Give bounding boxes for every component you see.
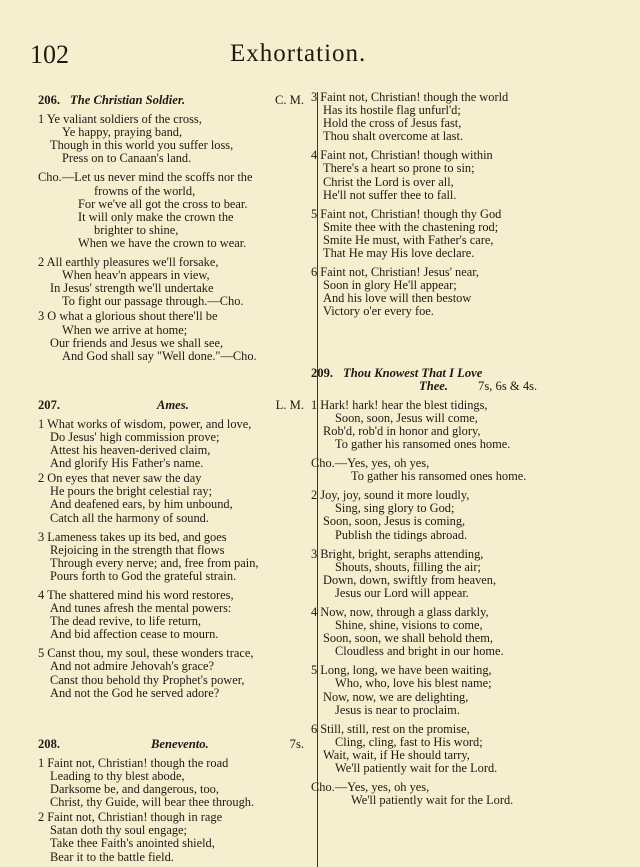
verse-line: 4 The shattered mind his word restores,: [38, 588, 234, 602]
verse-line: Cling, cling, fast to His word;: [335, 734, 483, 749]
stanza: [38, 757, 304, 809]
stanza: [311, 723, 581, 775]
verse-line: Though in this world you suffer loss,: [50, 138, 234, 153]
verse-line: Ye happy, praying band,: [62, 125, 183, 140]
verse-line: He pours the bright celestial ray;: [50, 484, 213, 499]
right-column: [311, 91, 581, 807]
hymn-207: [38, 399, 304, 700]
stanza: [311, 606, 581, 658]
verse-line: Through every nerve; and, free from pain,: [50, 555, 259, 570]
hymn-208: [38, 738, 304, 864]
verse-line: 1 Ye valiant soldiers of the cross,: [38, 112, 202, 127]
verse-line: And bid affection cease to mourn.: [50, 627, 219, 642]
verse-line: Attest his heaven-derived claim,: [50, 443, 211, 458]
verse-line: To gather his ransomed ones home.: [335, 436, 511, 451]
chorus-line: Cho.—Let us never mind the scoffs nor the: [38, 170, 253, 185]
hymn-header-line-2: [311, 380, 581, 393]
stanza: [38, 589, 304, 641]
stanza: [311, 91, 581, 143]
verse-line: Smite thee with the chastening rod;: [323, 219, 499, 234]
verse-line: Soon, soon, Jesus is coming,: [323, 514, 466, 529]
chorus-line: brighter to shine,: [94, 222, 179, 237]
verse-line: Soon in glory He'll appear;: [323, 278, 457, 293]
verse-line: Darksome be, and dangerous, too,: [50, 782, 219, 797]
verse-line: That He may His love declare.: [323, 246, 475, 261]
chorus-line: Cho.—Yes, yes, oh yes,: [311, 780, 430, 795]
verse-line: Down, down, swiftly from heaven,: [323, 572, 497, 587]
verse-line: Has its hostile flag unfurl'd;: [323, 103, 461, 118]
verse-line: Wait, wait, if He should tarry,: [323, 747, 470, 762]
verse-line: And his love will then bestow: [323, 291, 472, 306]
stanza: [38, 418, 304, 470]
verse-line: When heav'n appears in view,: [62, 268, 210, 283]
hymn-209: [311, 367, 581, 808]
verse-line: 3 O what a glorious shout there'll be: [38, 309, 218, 324]
verse-line: Rejoicing in the strength that flows: [50, 542, 225, 557]
stanza: [311, 489, 581, 541]
hymn-header: [38, 738, 304, 751]
hymn-title-continued: Thee.: [419, 378, 449, 393]
verse-line: Cloudless and bright in our home.: [335, 644, 504, 659]
chorus: [311, 781, 581, 807]
verse-line: And glorify His Father's name.: [50, 456, 204, 471]
chorus-line: It will only make the crown the: [78, 209, 234, 224]
verse-line: 3 Bright, bright, seraphs attending,: [311, 546, 484, 561]
verse-line: The dead revive, to life return,: [50, 614, 202, 629]
stanza: [311, 548, 581, 600]
hymn-number: 208.: [38, 736, 61, 751]
verse-line: In Jesus' strength we'll undertake: [50, 281, 214, 296]
verse-line: Victory o'er every foe.: [323, 304, 434, 319]
verse-line: 5 Canst thou, my soul, these wonders trace,: [38, 646, 254, 661]
stanza: [38, 531, 304, 583]
chorus-line: We'll patiently wait for the Lord.: [351, 793, 514, 808]
verse-line: Satan doth thy soul engage;: [50, 823, 187, 838]
verse-line: And God shall say "Well done."—Cho.: [62, 348, 257, 363]
verse-line: When we arrive at home;: [62, 322, 188, 337]
verse-line: Sing, sing glory to God;: [335, 501, 455, 516]
hymn-title: Benevento.: [150, 736, 209, 751]
stanza: [311, 266, 581, 318]
hymn-header: [38, 94, 304, 107]
hymn-number: 207.: [38, 397, 61, 412]
verse-line: 1 Faint not, Christian! though the road: [38, 755, 229, 770]
hymn-title: Ames.: [156, 397, 189, 412]
hymn-number: 206.: [38, 93, 61, 107]
verse-line: 6 Faint not, Christian! Jesus' near,: [311, 265, 479, 280]
verse-line: Jesus is near to proclaim.: [335, 702, 460, 717]
verse-line: Jesus our Lord will appear.: [335, 585, 469, 600]
verse-line: And not the God he served adore?: [50, 685, 220, 700]
verse-line: To fight our passage through.—Cho.: [62, 294, 244, 309]
verse-line: Our friends and Jesus we shall see,: [50, 335, 224, 350]
verse-line: Shine, shine, visions to come,: [335, 618, 483, 633]
hymn-title: Thou Knowest That I Love: [343, 365, 483, 380]
verse-line: 4 Faint not, Christian! though within: [311, 148, 493, 163]
chorus: [311, 457, 581, 483]
hymn-number: 209.: [311, 365, 334, 380]
verse-line: We'll patiently wait for the Lord.: [335, 761, 498, 776]
verse-line: Thou shalt overcome at last.: [323, 129, 464, 144]
verse-line: Rob'd, rob'd in honor and glory,: [323, 423, 481, 438]
verse-line: Do Jesus' high commission prove;: [50, 429, 220, 444]
verse-line: He'll not suffer thee to fall.: [323, 187, 457, 202]
verse-line: 2 On eyes that never saw the day: [38, 471, 202, 486]
verse-line: Now, now, we are delighting,: [323, 689, 469, 704]
stanza: [38, 310, 304, 362]
verse-line: 3 Faint not, Christian! though the world: [311, 90, 509, 104]
stanza: [311, 664, 581, 716]
hymn-meter: L. M.: [275, 397, 304, 412]
verse-line: Bear it to the battle field.: [50, 849, 174, 864]
hymn-208-continued: [311, 91, 581, 319]
verse-line: 1 Hark! hark! hear the blest tidings,: [311, 397, 488, 412]
verse-line: Leading to thy blest abode,: [50, 768, 185, 783]
hymn-meter: C. M.: [274, 93, 304, 107]
verse-line: Christ, thy Guide, will bear thee through.: [50, 795, 255, 810]
verse-line: 3 Lameness takes up its bed, and goes: [38, 529, 227, 544]
verse-line: Press on to Canaan's land.: [62, 151, 192, 166]
chorus-line: frowns of the world,: [94, 183, 196, 198]
stanza: [38, 472, 304, 524]
chorus-line: Cho.—Yes, yes, oh yes,: [311, 456, 430, 471]
stanza: [311, 399, 581, 451]
verse-line: And deafened ears, by him unbound,: [50, 497, 233, 512]
hymn-header: [38, 399, 304, 412]
verse-line: 2 All earthly pleasures we'll forsake,: [38, 255, 219, 270]
verse-line: 1 What works of wisdom, power, and love,: [38, 416, 252, 431]
verse-line: Canst thou behold thy Prophet's power,: [50, 672, 245, 687]
left-column: [38, 94, 304, 864]
verse-line: 2 Faint not, Christian! though in rage: [38, 810, 223, 825]
hymn-header: [311, 367, 581, 380]
stanza: [38, 113, 304, 165]
stanza: [311, 149, 581, 201]
verse-line: And tunes afresh the mental powers:: [50, 601, 232, 616]
page-header: [30, 40, 595, 74]
stanza: [38, 647, 304, 699]
chorus: [38, 171, 304, 250]
stanza: [38, 811, 304, 863]
verse-line: Who, who, love his blest name;: [335, 676, 492, 691]
verse-line: Christ the Lord is over all,: [323, 174, 454, 189]
verse-line: Soon, soon, Jesus will come,: [335, 410, 478, 425]
verse-line: Soon, soon, we shall behold them,: [323, 631, 494, 646]
page-heading: Exhortation.: [230, 40, 367, 67]
hymn-meter: 7s.: [289, 736, 304, 751]
verse-line: 5 Faint not, Christian! though thy God: [311, 206, 502, 221]
verse-line: Smite He must, with Father's care,: [323, 232, 494, 247]
verse-line: Publish the tidings abroad.: [335, 527, 468, 542]
verse-line: 2 Joy, joy, sound it more loudly,: [311, 488, 470, 503]
verse-line: Catch all the harmony of sound.: [50, 510, 209, 525]
verse-line: Hold the cross of Jesus fast,: [323, 116, 462, 131]
verse-line: 4 Now, now, through a glass darkly,: [311, 605, 489, 619]
chorus-line: When we have the crown to wear.: [78, 235, 247, 250]
verse-line: 5 Long, long, we have been waiting,: [311, 663, 492, 678]
hymn-206: [38, 94, 304, 363]
verse-line: 6 Still, still, rest on the promise,: [311, 721, 470, 736]
chorus-line: For we've all got the cross to bear.: [78, 196, 248, 211]
hymn-meter: 7s, 6s & 4s.: [478, 378, 538, 393]
verse-line: Shouts, shouts, filling the air;: [335, 559, 481, 574]
chorus-line: To gather his ransomed ones home.: [351, 469, 527, 484]
page-number: 102: [30, 40, 69, 69]
verse-line: Take thee Faith's anointed shield,: [50, 836, 215, 851]
verse-line: There's a heart so prone to sin;: [323, 161, 475, 176]
verse-line: Pours forth to God the grateful strain.: [50, 568, 237, 583]
verse-line: And not admire Jehovah's grace?: [50, 659, 214, 674]
stanza: [38, 256, 304, 308]
stanza: [311, 208, 581, 260]
hymn-title: The Christian Soldier.: [70, 93, 186, 107]
